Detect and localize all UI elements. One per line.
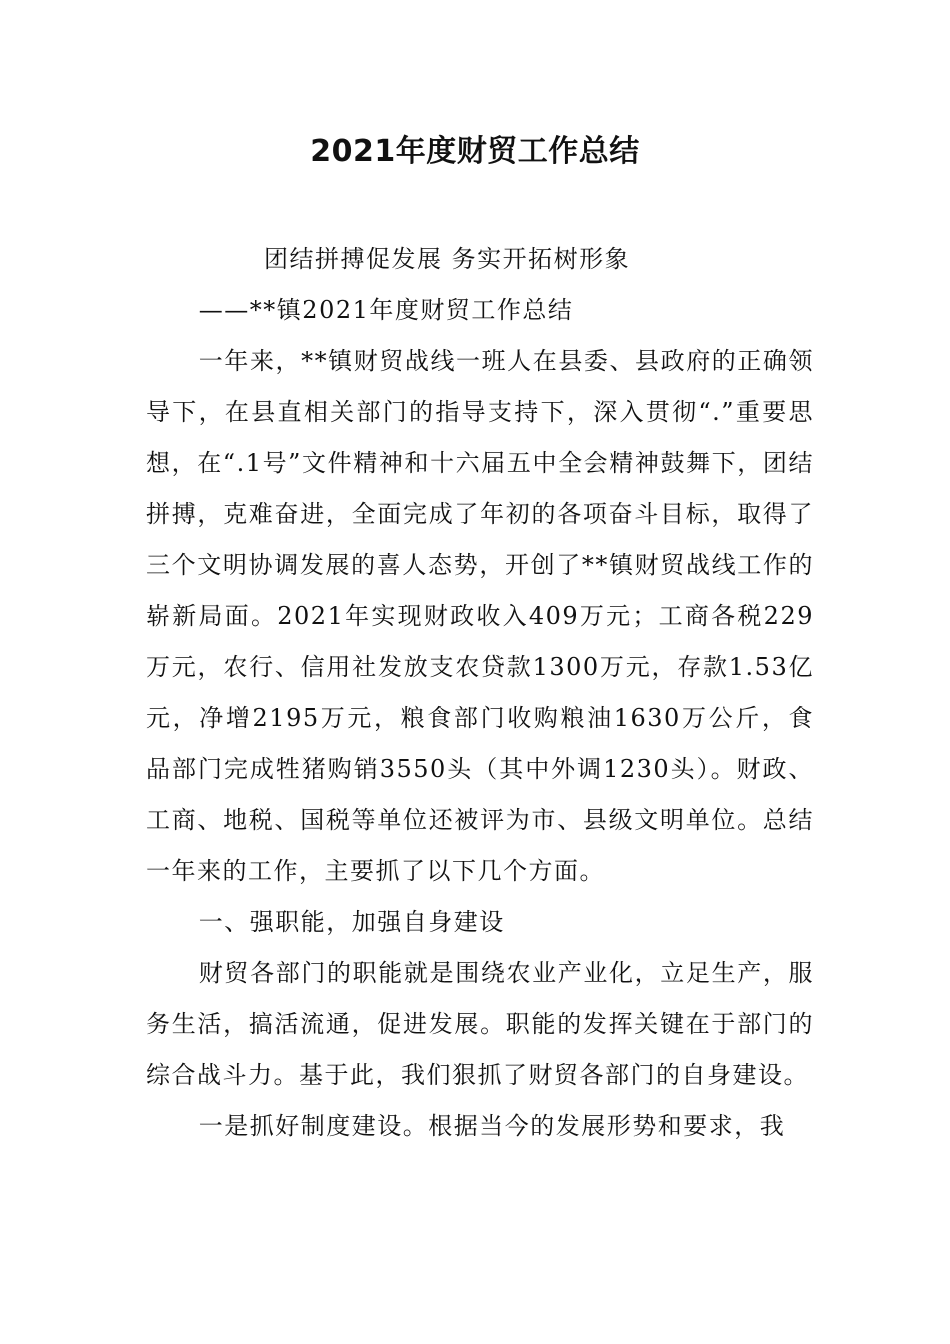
document-title: 2021年度财贸工作总结: [310, 134, 640, 169]
paragraph: 一是抓好制度建设。根据当今的发展形势和要求，我: [198, 1112, 786, 1140]
document-subtitle: 团结拼搏促发展 务实开拓树形象: [264, 245, 631, 273]
paragraph: 财贸各部门的职能就是围绕农业产业化，立足生产，服务生活，搞活流通，促进发展。职能的发挥关键在于部门的综合战斗力。基于此，我们狠抓了财贸各部门的自身建设。: [146, 959, 814, 1089]
document-byline: ——**镇2021年度财贸工作总结: [198, 296, 574, 324]
paragraph: 一年来，**镇财贸战线一班人在县委、县政府的正确领导下，在县直相关部门的指导支持下，深入贯彻“.”重要思想，在“.1号”文件精神和十六届五中全会精神鼓舞下，团结拼搏，克难奋进，全面完成了年初的各项奋斗目标，取得了三个文明协调发展的喜人态势，开创了**镇财贸战线工作的崭新局面。2021年实现财政收入409万元；工商各税229万元，农行、信用社发放支农贷款1300万元，存款1.53亿元，净增2195万元，粮食部门收购粮油1630万公斤，食品部门完成牲猪购销3550头（其中外调1230头）。财政、工商、地税、国税等单位还被评为市、县级文明单位。总结一年来的工作，主要抓了以下几个方面。: [146, 347, 814, 885]
section-heading: 一、强职能，加强自身建设: [198, 908, 505, 936]
document-body: [146, 234, 814, 1152]
